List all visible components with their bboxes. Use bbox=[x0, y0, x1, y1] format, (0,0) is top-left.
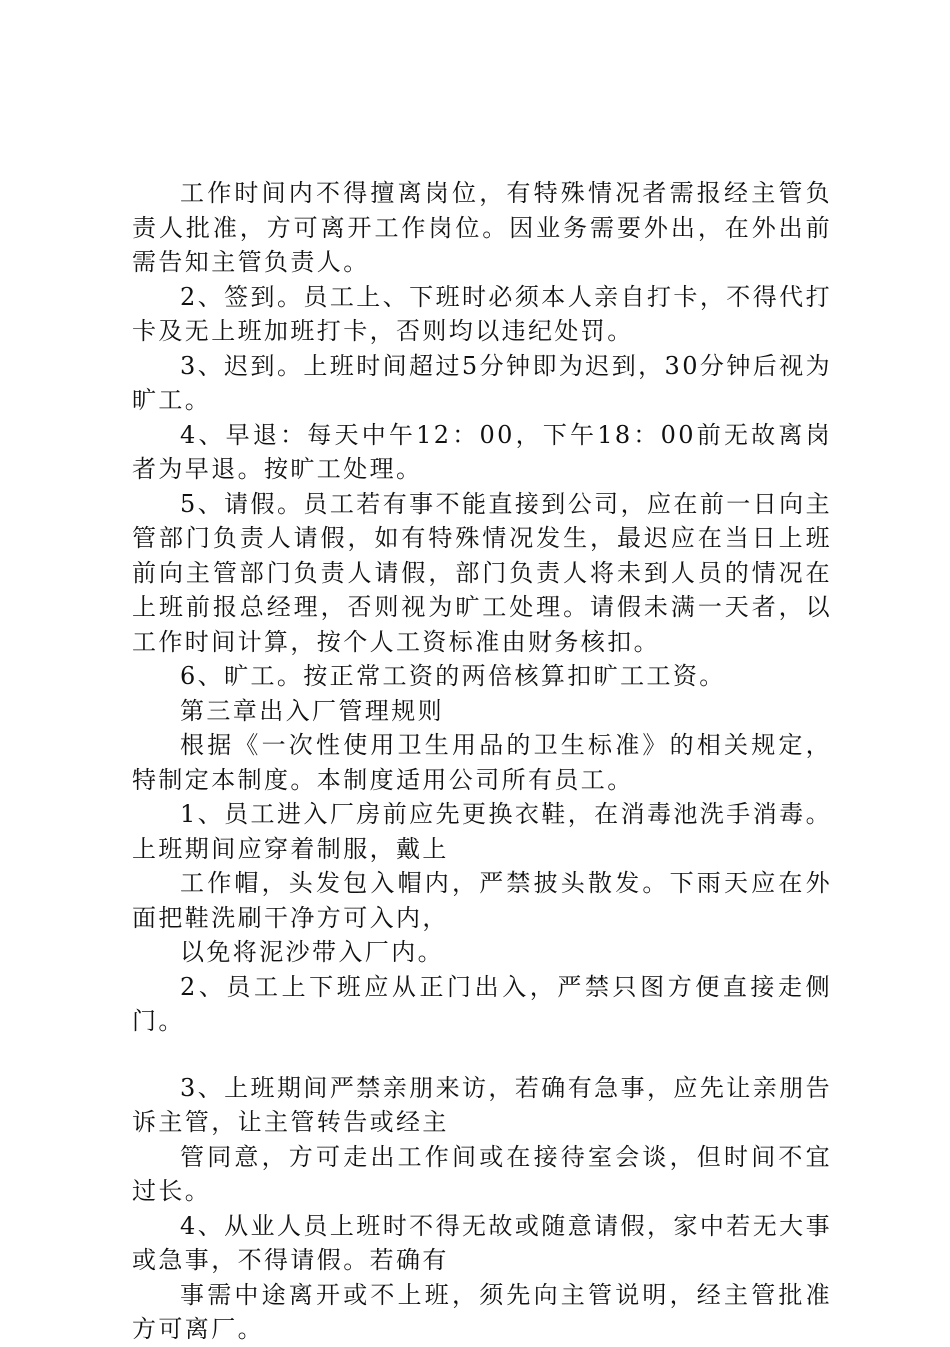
paragraph-early-leave: 4、早退：每天中午12：00，下午18：00前无故离岗者为早退。按旷工处理。 bbox=[132, 420, 832, 483]
paragraph-basis: 根据《一次性使用卫生用品的卫生标准》的相关规定，特制定本制度。本制度适用公司所有员工。 bbox=[132, 731, 832, 794]
paragraph-late: 3、迟到。上班时间超过5分钟即为迟到，30分钟后视为旷工。 bbox=[132, 351, 832, 414]
paragraph-rule-3: 3、上班期间严禁亲朋来访，若确有急事，应先让亲朋告诉主管，让主管转告或经主 bbox=[132, 1073, 832, 1136]
paragraph-request-leave: 5、请假。员工若有事不能直接到公司，应在前一日向主管部门负责人请假，如有特殊情况发生，最迟应在当日上班前向主管部门负责人请假，部门负责人将未到人员的情况在上班前报总经理，否则视为旷工处理。请假未满一天者，以工作时间计算，按个人工资标准由财务核扣。 bbox=[132, 489, 832, 656]
paragraph-sign-in: 2、签到。员工上、下班时必须本人亲自打卡，不得代打卡及无上班加班打卡，否则均以违纪处罚。 bbox=[132, 282, 832, 345]
paragraph-rule-4-cont: 事需中途离开或不上班，须先向主管说明，经主管批准方可离厂。 bbox=[132, 1280, 832, 1343]
blank-line bbox=[132, 1039, 832, 1071]
paragraph-rule-1-cont-a: 工作帽，头发包入帽内，严禁披头散发。下雨天应在外面把鞋洗刷干净方可入内， bbox=[132, 869, 832, 932]
paragraph-rule-1: 1、员工进入厂房前应先更换衣鞋，在消毒池洗手消毒。上班期间应穿着制服，戴上 bbox=[132, 800, 832, 863]
paragraph-absence: 6、旷工。按正常工资的两倍核算扣旷工工资。 bbox=[180, 662, 726, 690]
document-body bbox=[132, 176, 832, 1347]
paragraph-leave-post: 工作时间内不得擅离岗位，有特殊情况者需报经主管负责人批准，方可离开工作岗位。因业务需要外出，在外出前需告知主管负责人。 bbox=[132, 179, 832, 276]
paragraph-rule-3-cont: 管同意，方可走出工作间或在接待室会谈，但时间不宜过长。 bbox=[132, 1142, 832, 1205]
paragraph-rule-1-cont-b: 以免将泥沙带入厂内。 bbox=[180, 938, 444, 966]
chapter-heading: 第三章出入厂管理规则 bbox=[180, 696, 444, 725]
paragraph-rule-2: 2、员工上下班应从正门出入，严禁只图方便直接走侧门。 bbox=[132, 972, 832, 1035]
paragraph-rule-4: 4、从业人员上班时不得无故或随意请假，家中若无大事或急事，不得请假。若确有 bbox=[132, 1211, 832, 1274]
